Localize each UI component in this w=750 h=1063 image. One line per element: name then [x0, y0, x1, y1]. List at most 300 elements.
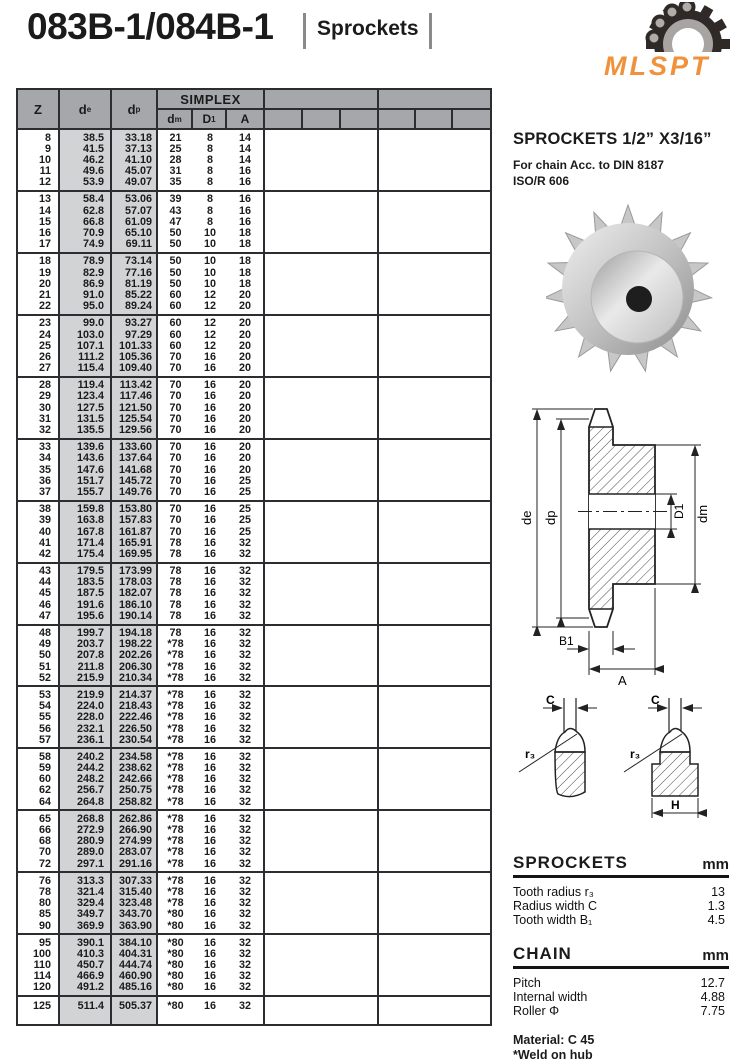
cell-value: 16 [203, 733, 216, 746]
cell-value: 32 [238, 660, 251, 673]
chain-spec-unit: mm [702, 947, 729, 964]
cell-value: 32 [238, 795, 251, 808]
spec-label: Radius width C [513, 899, 598, 913]
cell-value: 78 [169, 565, 182, 578]
cell-value: 32 [238, 649, 251, 662]
col-empty-2 [379, 997, 490, 1024]
cell-value: 266.90 [118, 824, 152, 836]
cell-value: 20 [38, 277, 51, 290]
cell-value: 25 [169, 142, 182, 155]
cell-value: 35 [38, 463, 51, 476]
cell-value: 70 [169, 412, 182, 425]
table-band [18, 624, 490, 686]
cell-value: 238.62 [118, 762, 152, 775]
cell-value: 14 [238, 153, 251, 166]
col-de [60, 502, 112, 562]
cell-value: *78 [167, 773, 184, 786]
cell-value: 153.80 [118, 503, 152, 516]
cell-value: 32 [238, 711, 251, 724]
cell-value: 256.7 [76, 784, 104, 797]
cell-value: 444.74 [118, 959, 152, 972]
cell-value: 16 [203, 474, 216, 487]
col-simplex [158, 254, 265, 314]
cell-value: *80 [167, 970, 184, 983]
cell-value: 93.27 [124, 317, 152, 330]
cell-value: 250.75 [118, 784, 152, 797]
cell-value: 283.07 [118, 846, 152, 859]
cell-value: 10 [203, 277, 216, 290]
cell-value: 307.33 [118, 874, 152, 887]
col-de [60, 749, 112, 809]
col-d1 [193, 380, 227, 436]
cell-value: 230.54 [118, 733, 152, 746]
cell-value: 151.7 [76, 474, 104, 487]
spec-value: 13 [711, 885, 725, 899]
cell-value: 16 [203, 547, 216, 560]
col-empty-2 [379, 749, 490, 809]
table-header [18, 90, 490, 130]
cell-value: 16 [238, 165, 251, 178]
cell-value: 20 [238, 288, 251, 301]
cell-value: 45.07 [124, 165, 152, 178]
cell-value: 214.37 [118, 688, 152, 701]
cell-value: 10 [203, 238, 216, 251]
cell-value: 8 [206, 215, 213, 228]
cell-value: 222.46 [118, 711, 152, 724]
col-empty-2 [379, 254, 490, 314]
cell-value: 70 [169, 525, 182, 538]
cell-value: 32 [238, 981, 251, 994]
cell-value: 157.83 [118, 514, 152, 527]
col-simplex [158, 130, 265, 190]
cell-value: 18 [238, 266, 251, 279]
col-simplex [158, 440, 265, 500]
cell-value: 21 [38, 288, 51, 301]
title-divider [303, 13, 306, 49]
cell-value: 70 [169, 441, 182, 454]
cell-value: 32 [238, 688, 251, 701]
cell-value: 236.1 [76, 733, 104, 746]
cell-value: 240.2 [76, 750, 104, 763]
cell-value: 16 [203, 576, 216, 589]
cell-value: 226.50 [118, 722, 152, 735]
cell-value: 65 [38, 812, 51, 825]
cell-value: 203.7 [76, 638, 104, 651]
col-de [60, 997, 112, 1024]
cell-value: 183.5 [76, 576, 104, 589]
col-a [227, 256, 263, 312]
cell-value: 15 [38, 215, 51, 228]
cell-value: 16 [203, 379, 216, 392]
cell-value: 32 [238, 936, 251, 949]
cell-value: 62 [38, 784, 51, 797]
cell-value: 25 [38, 339, 51, 352]
cell-value: 9 [44, 142, 51, 155]
cell-value: 135.5 [76, 424, 104, 436]
header-empty-group-2 [379, 90, 490, 128]
col-de [60, 130, 112, 190]
col-empty-1 [265, 749, 379, 809]
sprocket-dimensions-table [16, 88, 492, 1026]
col-z [18, 997, 60, 1024]
cell-value: 31 [38, 412, 51, 425]
cell-value: 46.2 [82, 153, 104, 166]
col-empty-2 [379, 626, 490, 686]
cell-value: *78 [167, 671, 184, 684]
cell-value: *78 [167, 711, 184, 724]
col-d1 [193, 814, 227, 870]
cell-value: 14 [38, 204, 51, 217]
cell-value: 21 [169, 131, 182, 144]
table-band [18, 995, 490, 1024]
cell-value: 16 [203, 762, 216, 775]
cell-value: 8 [206, 204, 213, 217]
cell-value: 16 [38, 227, 51, 239]
cell-value: 16 [203, 795, 216, 808]
spec-label: Tooth radius r₃ [513, 885, 594, 899]
cell-value: 511.4 [77, 999, 104, 1012]
cell-value: 110 [33, 959, 51, 972]
cell-value: 74.9 [82, 238, 104, 251]
cell-value: 16 [203, 936, 216, 949]
spec-value: 12.7 [700, 976, 725, 990]
cell-value: 289.0 [76, 846, 104, 859]
cell-value: 18 [238, 238, 251, 251]
cell-value: 20 [238, 401, 251, 414]
cell-value: 349.7 [76, 908, 104, 921]
cell-value: 10 [203, 255, 216, 268]
cell-value: 16 [203, 711, 216, 724]
cell-value: 16 [203, 660, 216, 673]
cell-value: 58.4 [82, 193, 104, 206]
cell-value: 16 [203, 412, 216, 425]
cell-value: 68 [38, 835, 51, 848]
cell-value: 291.16 [118, 857, 152, 870]
cell-value: 70 [169, 390, 182, 403]
col-empty-2 [379, 873, 490, 933]
col-z [18, 873, 60, 933]
cell-value: 103.0 [76, 328, 104, 341]
chain-spec-header [513, 944, 729, 969]
cell-value: 20 [238, 350, 251, 363]
cell-value: 13 [38, 193, 51, 206]
spec-label: Pitch [513, 976, 541, 990]
table-band [18, 747, 490, 809]
cell-value: 171.4 [76, 536, 104, 549]
page-title: 083B-1/084B-1 [27, 6, 274, 47]
col-a [227, 752, 263, 808]
cell-value: 159.8 [76, 503, 104, 516]
cell-value: 169.95 [118, 547, 152, 560]
sprockets-spec-unit: mm [702, 856, 729, 873]
cell-value: 86.9 [82, 277, 104, 290]
cell-value: 173.99 [118, 565, 152, 578]
cell-value: *78 [167, 874, 184, 887]
cell-value: 44 [38, 576, 51, 589]
cell-value: 19 [38, 266, 51, 279]
col-de [60, 811, 112, 871]
cell-value: 53.06 [124, 193, 152, 206]
cell-value: 27 [38, 362, 51, 375]
cell-value: 109.40 [118, 362, 152, 375]
cell-value: 321.4 [76, 885, 104, 898]
cell-value: 91.0 [82, 288, 104, 301]
cell-value: 78 [169, 598, 182, 611]
col-empty-1 [265, 811, 379, 871]
col-empty-1 [265, 254, 379, 314]
cell-value: 20 [238, 317, 251, 330]
cell-value: 70 [169, 350, 182, 363]
cell-value: 12 [203, 300, 216, 313]
cell-value: *78 [167, 784, 184, 797]
cell-value: *78 [167, 795, 184, 808]
cell-value: 195.6 [76, 609, 104, 622]
col-simplex [158, 873, 265, 933]
col-dp [112, 687, 158, 747]
cell-value: 120 [32, 981, 51, 994]
cell-value: 8 [44, 131, 51, 144]
cell-value: 56 [38, 722, 51, 735]
cell-value: 8 [206, 176, 213, 189]
cell-value: 20 [238, 328, 251, 341]
cell-value: 45 [38, 587, 51, 600]
cell-value: 50 [169, 227, 182, 239]
cell-value: 390.1 [76, 936, 104, 949]
cell-value: 262.86 [118, 812, 152, 825]
cell-value: 82.9 [82, 266, 104, 279]
cell-value: 141.68 [118, 463, 152, 476]
table-band [18, 809, 490, 871]
cell-value: 70 [169, 379, 182, 392]
cell-value: 244.2 [76, 762, 104, 775]
cell-value: *78 [167, 897, 184, 910]
col-a [227, 194, 263, 250]
cell-value: 125.54 [118, 412, 152, 425]
cell-value: 8 [206, 193, 213, 206]
cell-value: 49 [38, 638, 51, 651]
cell-value: 54 [38, 700, 51, 713]
dim-label-b1: B1 [559, 634, 574, 648]
col-empty-2 [379, 811, 490, 871]
cell-value: 49.07 [124, 176, 152, 189]
cell-value: 73.14 [124, 255, 152, 268]
cell-value: 101.33 [118, 339, 152, 352]
cell-value: 16 [203, 897, 216, 910]
cell-value: 78 [169, 627, 182, 639]
sprocket-photo [546, 183, 714, 400]
cell-value: 32 [238, 846, 251, 859]
cell-value: 210.34 [118, 671, 152, 684]
col-empty-2 [379, 192, 490, 252]
cell-value: 99.0 [82, 317, 104, 330]
cell-value: 234.58 [118, 750, 152, 763]
cell-value: 16 [203, 514, 216, 527]
chain-spec-section [513, 944, 729, 1018]
cell-value: 32 [238, 999, 251, 1012]
cell-value: 32 [238, 773, 251, 786]
cell-value: 47 [169, 215, 182, 228]
col-z [18, 254, 60, 314]
cell-value: *78 [167, 660, 184, 673]
col-dp [112, 873, 158, 933]
cell-value: 72 [38, 857, 51, 870]
col-z [18, 192, 60, 252]
cell-value: 143.6 [76, 452, 104, 465]
cell-value: 41 [38, 536, 51, 549]
cell-value: 194.18 [118, 627, 152, 639]
cell-value: *78 [167, 700, 184, 713]
table-band [18, 562, 490, 624]
col-empty-1 [265, 873, 379, 933]
cell-value: 70 [169, 514, 182, 527]
cell-value: 47 [38, 609, 51, 622]
cell-value: 161.87 [118, 525, 152, 538]
col-dm [158, 133, 193, 189]
cell-value: 274.99 [118, 835, 152, 848]
cell-value: 163.8 [76, 514, 104, 527]
cell-value: 32 [238, 547, 251, 560]
cell-value: 37.13 [124, 142, 152, 155]
cell-value: 30 [38, 401, 51, 414]
col-dp [112, 564, 158, 624]
dim-label-dm: dm [695, 504, 710, 523]
spec-label: Roller Φ [513, 1004, 560, 1018]
col-empty-1 [265, 378, 379, 438]
cell-value: 55 [38, 711, 51, 724]
cell-value: 32 [238, 609, 251, 622]
cell-value: 114 [33, 970, 51, 983]
col-empty-1 [265, 502, 379, 562]
col-dp [112, 440, 158, 500]
cell-value: 16 [203, 908, 216, 921]
col-simplex [158, 192, 265, 252]
cell-value: 207.8 [76, 649, 104, 662]
header-simplex: SIMPLEX [158, 90, 263, 110]
cell-value: 70 [169, 503, 182, 516]
col-d1 [193, 442, 227, 498]
col-dp [112, 935, 158, 995]
cell-value: 78 [169, 547, 182, 560]
cell-value: *80 [167, 959, 184, 972]
cell-value: 16 [203, 784, 216, 797]
cell-value: 123.4 [76, 390, 104, 403]
tooth-profiles-icon [515, 692, 750, 842]
cell-value: 202.26 [118, 649, 152, 662]
dim-label-d1: D1 [672, 503, 686, 519]
cell-value: 60 [169, 288, 182, 301]
cell-value: 32 [238, 576, 251, 589]
cell-value: 16 [203, 401, 216, 414]
cell-value: 187.5 [76, 587, 104, 600]
spec-row [513, 1004, 729, 1018]
cell-value: 59 [38, 762, 51, 775]
cell-value: 90 [38, 919, 51, 932]
cell-value: 32 [238, 919, 251, 932]
cell-value: 16 [203, 350, 216, 363]
cell-value: 117.46 [119, 390, 152, 403]
cell-value: 85 [38, 908, 51, 921]
cell-value: *78 [167, 885, 184, 898]
cell-value: 16 [203, 609, 216, 622]
cell-value: 57.07 [124, 204, 152, 217]
cell-value: 39 [38, 514, 51, 527]
cell-value: 43 [38, 565, 51, 578]
col-dm [158, 628, 193, 684]
col-de [60, 626, 112, 686]
cell-value: 20 [238, 424, 251, 436]
cell-value: 66 [38, 824, 51, 836]
col-dm [158, 318, 193, 374]
cell-value: 460.90 [118, 970, 152, 983]
cell-value: 224.0 [76, 700, 104, 713]
table-band [18, 871, 490, 933]
spec-row [513, 885, 729, 899]
cell-value: 16 [203, 824, 216, 836]
cell-value: 450.7 [76, 959, 104, 972]
cell-value: 10 [38, 153, 51, 166]
header-d1: D 1 [193, 110, 227, 128]
cell-value: 198.22 [118, 638, 152, 651]
cell-value: 178.03 [118, 576, 152, 589]
col-z [18, 687, 60, 747]
col-de [60, 687, 112, 747]
col-d1 [193, 566, 227, 622]
spec-value: 4.88 [700, 990, 725, 1004]
cell-value: 16 [203, 947, 216, 960]
cell-value: 70 [169, 424, 182, 436]
table-band [18, 685, 490, 747]
header-de: d e [60, 90, 112, 128]
cell-value: 466.9 [76, 970, 104, 983]
cell-value: 329.4 [76, 897, 104, 910]
dim-label-r3: r₃ [630, 747, 641, 761]
col-z [18, 811, 60, 871]
cell-value: 485.16 [118, 981, 152, 994]
cell-value: 111.2 [78, 350, 104, 363]
cell-value: 34 [38, 452, 51, 465]
cell-value: 16 [203, 999, 216, 1012]
cell-value: 52 [38, 671, 51, 684]
cell-value: 17 [38, 238, 51, 251]
col-dp [112, 378, 158, 438]
cell-value: 100 [32, 947, 51, 960]
col-empty-1 [265, 564, 379, 624]
cell-value: 77.16 [124, 266, 152, 279]
cell-value: 12 [203, 339, 216, 352]
cell-value: 25 [238, 525, 251, 538]
cell-value: 16 [203, 671, 216, 684]
cell-value: 32 [238, 970, 251, 983]
col-simplex [158, 935, 265, 995]
col-de [60, 378, 112, 438]
cell-value: 280.9 [76, 835, 104, 848]
cell-value: *80 [167, 947, 184, 960]
cell-value: *78 [167, 722, 184, 735]
col-empty-2 [379, 440, 490, 500]
cell-value: 218.43 [118, 700, 152, 713]
col-dm [158, 566, 193, 622]
table-band [18, 438, 490, 500]
table-body [18, 130, 490, 1024]
cell-value: 61.09 [124, 215, 152, 228]
cell-value: 48 [38, 627, 51, 639]
cell-value: 16 [203, 773, 216, 786]
col-dp [112, 811, 158, 871]
cell-value: 16 [203, 587, 216, 600]
cell-value: 50 [169, 277, 182, 290]
page-subtitle: Sprockets [317, 17, 419, 40]
cell-value: 264.8 [76, 795, 104, 808]
